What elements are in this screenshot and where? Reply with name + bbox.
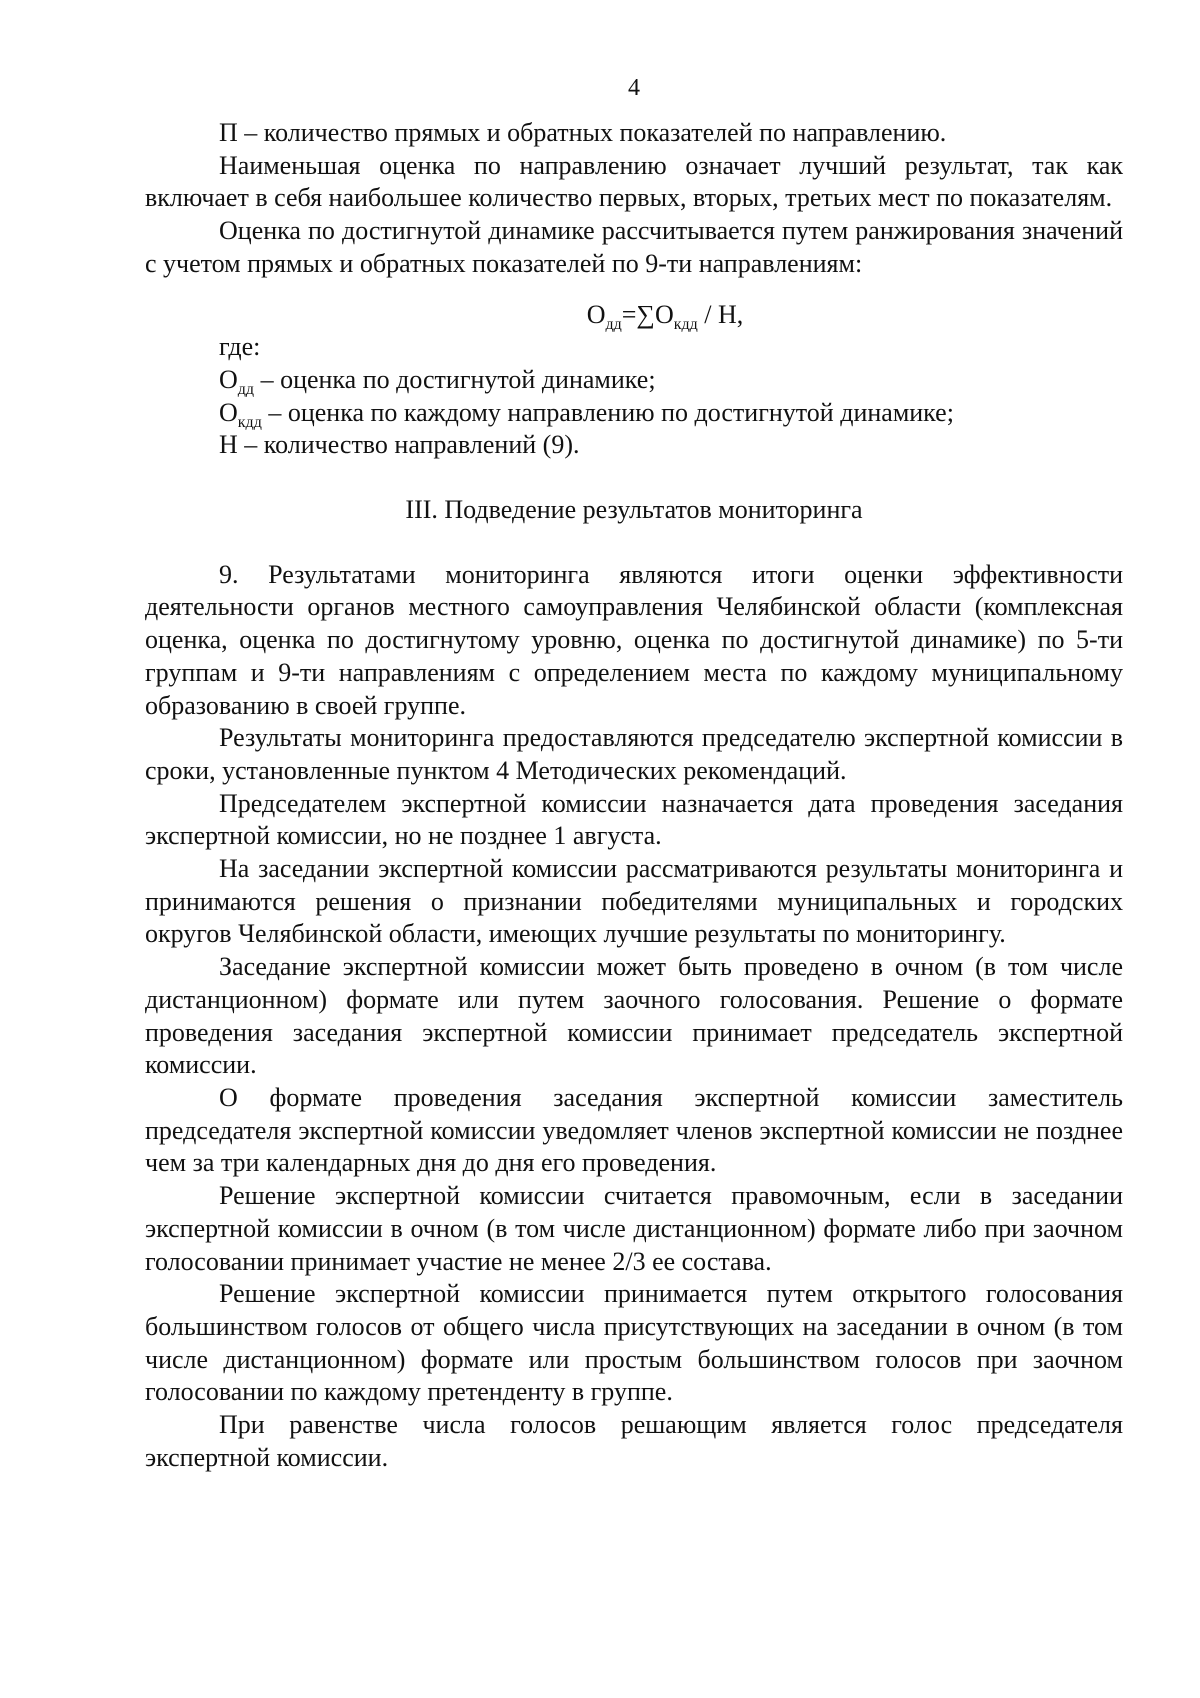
section-paragraph: Результаты мониторинга предоставляются председателю экспертной комиссии в сроки, установленные пунктом 4 Методических рекомендаций. <box>145 723 1123 785</box>
section-paragraph: Заседание экспертной комиссии может быть проведено в очном (в том числе дистанционном) формате или путем заочного голосования. Решение о формате проведения заседания экспертной комиссии принимает председатель экспертной комиссии. <box>145 952 1123 1080</box>
section-paragraph: О формате проведения заседания экспертной комиссии заместитель председателя экспертной комиссии уведомляет членов экспертной комиссии не позднее чем за три календарных дня до дня его проведения. <box>145 1082 1123 1178</box>
document-body <box>145 117 1123 1474</box>
section-paragraph: Решение экспертной комиссии принимается путем открытого голосования большинством голосов от общего числа присутствующих на заседании в очном (в том числе дистанционном) формате или простым большинством голосов при заочном голосовании по каждому претенденту в группе. <box>145 1279 1123 1407</box>
definition-symbol: Н <box>219 430 238 460</box>
section-paragraph: Председателем экспертной комиссии назначается дата проведения заседания экспертной комиссии, но не позднее 1 августа. <box>145 788 1123 851</box>
definition-subscript: кдд <box>237 413 262 431</box>
definition-line <box>145 364 1123 397</box>
dynamics-formula <box>145 281 1123 332</box>
formula-lhs-subscript: дд <box>605 315 622 333</box>
definition-line <box>145 429 1123 462</box>
formula-rhs-symbol: О <box>654 299 674 329</box>
definition-symbol: О <box>219 364 238 394</box>
section-paragraph: Решение экспертной комиссии считается правомочным, если в заседании экспертной комиссии в очном (в том числе дистанционном) формате либо при заочном голосовании принимает участие не менее 2/3 ее состава. <box>145 1181 1123 1276</box>
formula-equals-sum: =∑ <box>621 299 655 329</box>
formula-rhs-subscript: кдд <box>673 315 698 333</box>
definition-symbol: О <box>219 397 238 427</box>
where-label: где: <box>219 332 261 362</box>
formula-lhs-symbol: О <box>586 299 606 329</box>
definition-line <box>145 397 1123 430</box>
lowest-score-paragraph: Наименьшая оценка по направлению означает лучший результат, так как включает в себя наибольшее количество первых, вторых, третьих мест по показателям. <box>145 150 1123 213</box>
formula-tail: / Н, <box>697 299 744 329</box>
definition-text: – оценка по достигнутой динамике; <box>254 364 656 394</box>
page-number: 4 <box>628 75 640 101</box>
p-definition-paragraph: П – количество прямых и обратных показателей по направлению. <box>219 118 947 147</box>
definition-text: – оценка по каждому направлению по достигнутой динамике; <box>261 397 954 427</box>
definition-text: – количество направлений (9). <box>237 430 580 460</box>
section-paragraph: На заседании экспертной комиссии рассматриваются результаты мониторинга и принимаются решения о признании победителями муниципальных и городских округов Челябинской области, имеющих лучшие результаты по мониторингу. <box>145 854 1123 949</box>
section-paragraph: При равенстве числа голосов решающим является голос председателя экспертной комиссии. <box>145 1410 1123 1472</box>
section-heading: III. Подведение результатов мониторинга <box>405 495 863 525</box>
dynamics-paragraph: Оценка по достигнутой динамике рассчитывается путем ранжирования значений с учетом прямых и обратных показателей по 9-ти направлениям: <box>145 216 1123 278</box>
section-paragraph: 9. Результатами мониторинга являются итоги оценки эффективности деятельности органов местного самоуправления Челябинской области (комплексная оценка, оценка по достигнутому уровню, оценка по достигнутой динамике) по 5-ти группам и 9-ти направлениям с определением места по каждому муниципальному образованию в своей группе. <box>145 559 1123 720</box>
definition-subscript: дд <box>237 381 255 399</box>
